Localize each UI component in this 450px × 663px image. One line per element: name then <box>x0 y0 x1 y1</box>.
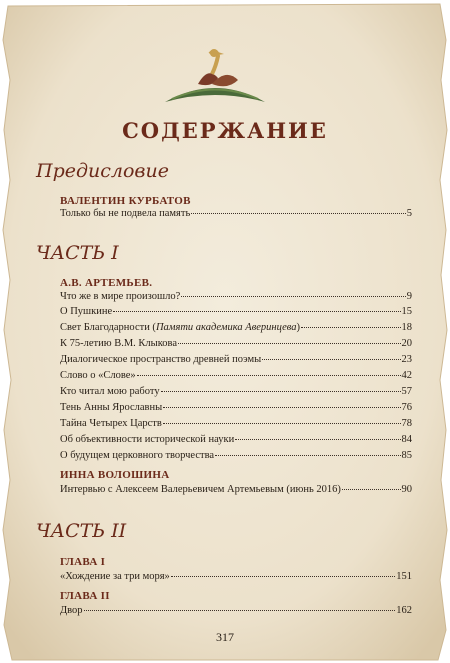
dot-leader <box>161 391 401 392</box>
toc-entry-page: 57 <box>401 386 412 397</box>
toc-entry-page: 23 <box>401 354 412 365</box>
toc-entry-page: 85 <box>401 450 412 461</box>
toc-entry[interactable] <box>60 354 412 366</box>
toc-entry-title: Кто читал мою работу <box>60 386 160 397</box>
toc-entry-title-part: Свет Благодарности ( <box>60 322 156 333</box>
toc-entry-title-part: ) <box>296 322 301 333</box>
dot-leader <box>191 213 405 214</box>
toc-entry-page: 78 <box>401 418 412 429</box>
toc-entry-page: 18 <box>401 322 412 333</box>
section-heading-part2: ЧАСТЬ II <box>36 520 127 542</box>
toc-entry-page: 15 <box>401 306 412 317</box>
toc-entry-title: О Пушкине <box>60 306 113 317</box>
author-name: ИННА ВОЛОШИНА <box>60 469 170 481</box>
toc-entry[interactable] <box>60 418 412 430</box>
toc-entry-title: Только бы не подвела память <box>60 208 191 219</box>
page-number: 317 <box>216 630 234 644</box>
toc-entry-title: Тень Анны Ярославны <box>60 402 163 413</box>
toc-entry-page: 162 <box>396 605 412 616</box>
toc-entry-title: Двор <box>60 605 83 616</box>
dot-leader <box>215 455 400 456</box>
toc-entry[interactable] <box>60 484 412 496</box>
toc-entry-title: Диалогическое пространство древней поэмы <box>60 354 262 365</box>
toc-entry-title: Интервью с Алексеем Валерьевичем Артемьевым (июнь 2016) <box>60 484 341 495</box>
toc-entry-title: Слово о «Слове» <box>60 370 136 381</box>
toc-entry-title: Что же в мире произошло? <box>60 291 181 302</box>
toc-entry-title: О будущем церковного творчества <box>60 450 215 461</box>
bird-pair-emblem-icon <box>160 44 270 106</box>
toc-entry[interactable] <box>60 434 412 446</box>
toc-entry-page: 151 <box>396 571 412 582</box>
dot-leader <box>181 296 406 297</box>
toc-entry-title-italic: Памяти академика Аверинцева <box>155 322 297 333</box>
dot-leader <box>301 327 400 328</box>
toc-entry[interactable] <box>60 208 412 220</box>
toc-entry[interactable] <box>60 338 412 350</box>
toc-entry-page: 84 <box>401 434 412 445</box>
toc-entry[interactable] <box>60 450 412 462</box>
dot-leader <box>137 375 401 376</box>
toc-entry[interactable] <box>60 571 412 583</box>
toc-entry[interactable] <box>60 291 412 303</box>
dot-leader <box>342 489 401 490</box>
toc-entry[interactable] <box>60 306 412 318</box>
chapter-heading: ГЛАВА II <box>60 590 110 602</box>
dot-leader <box>163 407 400 408</box>
dot-leader <box>84 610 396 611</box>
section-heading-preface: Предисловие <box>36 160 169 182</box>
toc-entry-title: Тайна Четырех Царств <box>60 418 162 429</box>
dot-leader <box>262 359 400 360</box>
toc-entry[interactable] <box>60 386 412 398</box>
toc-entry-title: Об объективности исторической науки <box>60 434 235 445</box>
toc-entry-page: 42 <box>401 370 412 381</box>
dot-leader <box>178 343 400 344</box>
toc-entry-title: «Хождение за три моря» <box>60 571 170 582</box>
toc-entry[interactable] <box>60 370 412 382</box>
author-name: А.В. АРТЕМЬЕВ. <box>60 277 153 289</box>
toc-entry[interactable] <box>60 605 412 617</box>
dot-leader <box>163 423 401 424</box>
toc-entry-page: 9 <box>406 291 412 302</box>
section-heading-part1: ЧАСТЬ I <box>36 242 119 264</box>
dot-leader <box>171 576 395 577</box>
dot-leader <box>235 439 400 440</box>
toc-entry-title <box>60 322 300 334</box>
toc-entry-page: 5 <box>406 208 412 219</box>
toc-entry-title: К 75-летию В.М. Клыкова <box>60 338 178 349</box>
toc-entry-page: 20 <box>401 338 412 349</box>
toc-entry-page: 90 <box>401 484 412 495</box>
toc-entry[interactable] <box>60 402 412 414</box>
chapter-heading: ГЛАВА I <box>60 556 106 568</box>
toc-entry[interactable] <box>60 322 412 334</box>
author-name: ВАЛЕНТИН КУРБАТОВ <box>60 195 191 207</box>
dot-leader <box>113 311 400 312</box>
toc-entry-page: 76 <box>401 402 412 413</box>
page-title: СОДЕРЖАНИЕ <box>122 118 328 143</box>
